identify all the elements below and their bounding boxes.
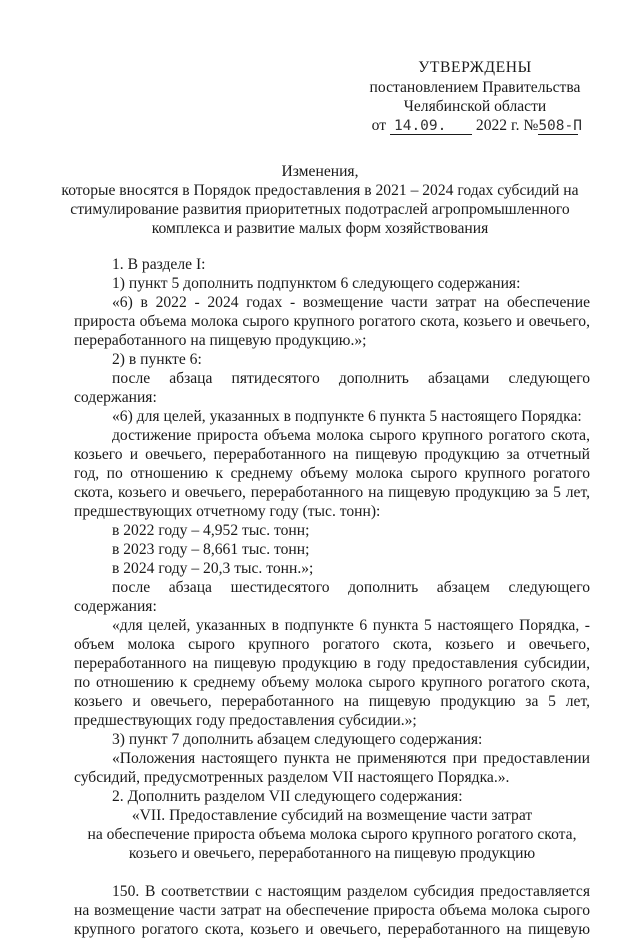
document-body <box>74 255 590 939</box>
spacer <box>74 863 590 882</box>
document-heading <box>61 162 579 238</box>
section-title-2: на обеспечение прироста объема молока сырого крупного рогатого скота, <box>87 826 577 843</box>
paragraph-5: после абзаца пятидесятого дополнить абзацами следующего содержания: <box>74 370 590 406</box>
approval-line-1: постановлением Правительства <box>369 79 581 96</box>
heading-sub-3: комплекса и развитие малых форм хозяйствования <box>151 220 489 237</box>
paragraph-7: достижение прироста объема молока сырого крупного рогатого скота, козьего и овечьего, переработанного на пищевую продукцию за отчетный год, по отношению к среднему объему молока сырого крупного рогатого скота, козьего и овечьего, переработанного на пищевую продукцию за 5 лет, предшествующих отчетному году (тыс. тонн): <box>74 427 590 520</box>
approval-date-line <box>360 116 590 135</box>
heading-title: Изменения, <box>281 163 359 180</box>
paragraph-10: в 2024 году – 20,3 тыс. тонн.»; <box>112 560 314 577</box>
paragraph-1: 1. В разделе I: <box>112 256 206 273</box>
date-value: 14.09. <box>390 119 472 135</box>
date-prefix: от <box>371 117 387 134</box>
paragraph-12: «для целей, указанных в подпункте 6 пункта 5 настоящего Порядка, - объем молока сырого крупного рогатого скота, козьего и овечьего, переработанного на пищевую продукцию в году предоставления субсидии, по отношению к среднему объему молока сырого крупного рогатого скота, козьего и овечьего, переработанного на пищевую продукцию за 5 лет, предшествующих году предоставления субсидии.»; <box>74 617 590 729</box>
approval-title: УТВЕРЖДЕНЫ <box>418 59 532 76</box>
section-title-1: «VII. Предоставление субсидий на возмещение части затрат <box>131 807 533 824</box>
approval-line-2: Челябинской области <box>403 98 547 115</box>
date-year: 2022 г. <box>475 117 520 134</box>
paragraph-13: 3) пункт 7 дополнить абзацем следующего содержания: <box>112 731 483 748</box>
paragraph-15: 2. Дополнить разделом VII следующего содержания: <box>112 788 463 805</box>
paragraph-4: 2) в пункте 6: <box>112 351 202 368</box>
approval-block <box>360 58 590 135</box>
paragraph-8: в 2022 году – 4,952 тыс. тонн; <box>112 522 310 539</box>
number-value: 508-П <box>538 118 582 134</box>
paragraph-3: «6) в 2022 - 2024 годах - возмещение части затрат на обеспечение прироста объема молока сырого крупного рогатого скота, козьего и овечьего, переработанного на пищевую продукцию.»; <box>74 294 590 349</box>
paragraph-16: 150. В соответствии с настоящим разделом субсидия предоставляется на возмещение части затрат на обеспечение прироста объема молока сырого крупного рогатого скота, козьего и овечьего, переработанного на пищевую <box>74 883 590 938</box>
heading-sub-2: стимулирование развития приоритетных подотраслей агропромышленного <box>70 201 570 218</box>
heading-sub-1: которые вносятся в Порядок предоставления в 2021 – 2024 годах субсидий на <box>61 182 579 199</box>
number-sign: № <box>523 117 539 134</box>
paragraph-9: в 2023 году – 8,661 тыс. тонн; <box>112 541 310 558</box>
paragraph-14: «Положения настоящего пункта не применяются при предоставлении субсидий, предусмотренных разделом VII настоящего Порядка.». <box>74 750 590 786</box>
paragraph-2: 1) пункт 5 дополнить подпунктом 6 следующего содержания: <box>112 275 521 292</box>
section-title-3: козьего и овечьего, переработанного на пищевую продукцию <box>128 845 536 862</box>
paragraph-11: после абзаца шестидесятого дополнить абзацем следующего содержания: <box>74 579 590 615</box>
paragraph-6: «6) для целей, указанных в подпункте 6 пункта 5 настоящего Порядка: <box>112 408 582 425</box>
